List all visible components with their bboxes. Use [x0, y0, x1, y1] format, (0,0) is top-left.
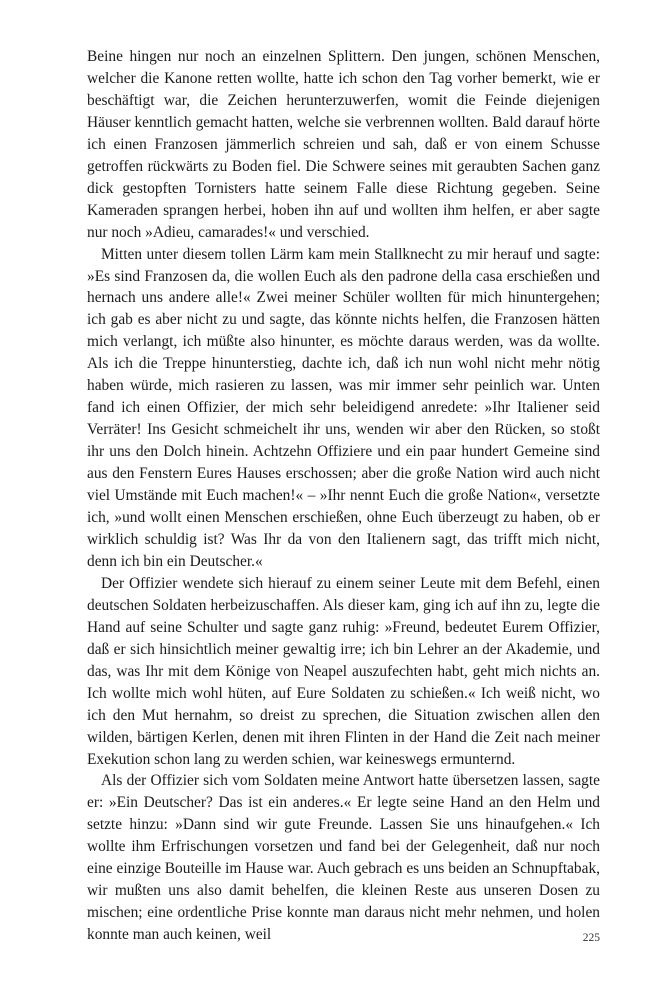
paragraph-3: Der Offizier wendete sich hierauf zu einem seiner Leute mit dem Befehl, einen deutschen Soldaten herbeizuschaffen. Als dieser kam, ging ich auf ihn zu, legte die Hand auf seine Schulter und sagte ganz ruhig: »Freund, bedeutet Eurem Offizier, daß er sich hinsichtlich meiner gewaltig irre; ich bin Lehrer an der Akademie, und das, was Ihr mit dem Könige von Neapel auszufechten habt, geht mich nichts an. Ich wollte mich wohl hüten, auf Eure Soldaten zu schießen.« Ich weiß nicht, wo ich den Mut hernahm, so dreist zu sprechen, die Situation zwischen allen den wilden, bärtigen Kerlen, denen mit ihren Flinten in der Hand die Zeit nach meiner Exekution schon lang zu werden schien, war keineswegs ermunternd.	[87, 574, 600, 768]
page-number: 225	[582, 932, 600, 944]
paragraph-2: Mitten unter diesem tollen Lärm kam mein Stallknecht zu mir herauf und sagte: »Es sind Franzosen da, die wollen Euch als den padrone della casa erschießen und hernach uns andere alle!« Zwei meiner Schüler wollten für mich hinuntergehen; ich gab es aber nicht zu und sagte, das könnte nichts helfen, die Franzosen hätten mich verlangt, ich müßte also hinunter, es möchte daraus werden, was da wollte. Als ich die Treppe hinunterstieg, dachte ich, daß ich nun wohl nicht mehr nötig haben würde, mich rasieren zu lassen, was mir immer sehr peinlich war. Unten fand ich einen Offizier, der mich sehr beleidigend anredete: »Ihr Italiener seid Verräter! Ins Gesicht schmeichelt ihr uns, wenden wir aber den Rücken, so stoßt ihr uns den Dolch hinein. Achtzehn Offiziere und ein paar hundert Gemeine sind aus den Fenstern Eures Hauses erschossen; aber die große Nation wird auch nicht viel Umstände mit Euch machen!« – »Ihr nennt Euch die große Nation«, versetzte ich, »und wollt einen Menschen erschießen, ohne Euch überzeugt zu haben, ob er wirklich schuldig ist? Was Ihr da von den Italienern sagt, das trifft mich nicht, denn ich bin ein Deutscher.«	[87, 245, 600, 570]
body-text	[87, 46, 600, 946]
paragraph-1: Beine hingen nur noch an einzelnen Splittern. Den jungen, schönen Menschen, welcher die Kanone retten wollte, hatte ich schon den Tag vorher bemerkt, wie er beschäftigt war, die Zeichen herunterzuwerfen, womit die Feinde diejenigen Häuser kenntlich gemacht hatten, welche sie verbrennen wollten. Bald darauf hörte ich einen Franzosen jämmerlich schreien und sah, daß er von einem Schusse getroffen rückwärts zu Boden fiel. Die Schwere seines mit geraubten Sachen ganz dick gestopften Tornisters hatte seinem Falle diese Richtung gegeben. Seine Kameraden sprangen herbei, hoben ihn auf und wollten ihm helfen, er aber sagte nur noch »Adieu, camarades!« und verschied.	[87, 48, 600, 241]
paragraph-4: Als der Offizier sich vom Soldaten meine Antwort hatte übersetzen lassen, sagte er: »Ein Deutscher? Das ist ein anderes.« Er legte seine Hand an den Helm und setzte hinzu: »Dann sind wir gute Freunde. Lassen Sie uns hinaufgehen.« Ich wollte ihm Erfrischungen vorsetzen und fand bei der Gelegenheit, daß nur noch eine einzige Bouteille im Hause war. Auch gebrach es uns beiden an Schnupftabak, wir mußten uns also damit behelfen, die kleinen Reste aus unseren Dosen zu mischen; eine ordentliche Prise konnte man daraus nicht mehr nehmen, und holen konnte man auch keinen, weil	[87, 772, 600, 944]
